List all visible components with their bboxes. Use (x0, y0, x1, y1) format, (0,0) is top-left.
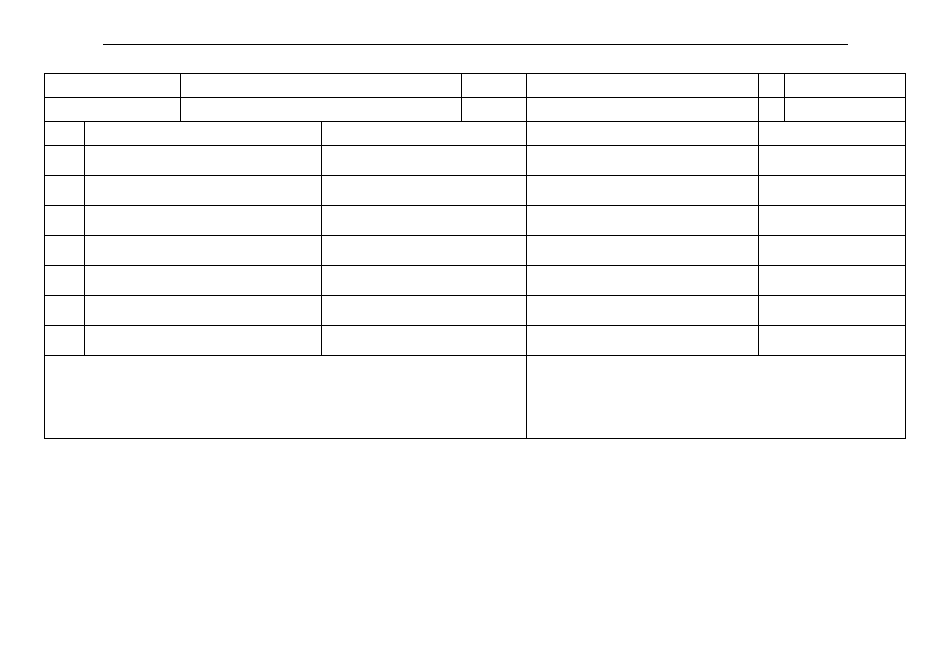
table-row (45, 206, 906, 236)
row-no (45, 266, 85, 296)
row-measure (321, 266, 526, 296)
location-label (462, 74, 527, 98)
row-issue (85, 266, 321, 296)
col-completion-header (527, 122, 759, 146)
row-issue (85, 326, 321, 356)
project-info-row (45, 74, 906, 98)
column-header-row (45, 122, 906, 146)
row-no (45, 326, 85, 356)
builder-label (45, 98, 181, 122)
row-completion (527, 266, 759, 296)
row-issue (85, 296, 321, 326)
row-measure (321, 176, 526, 206)
row-review (759, 266, 906, 296)
row-measure (321, 326, 526, 356)
signature-row (45, 356, 906, 439)
table-row (45, 146, 906, 176)
row-issue (85, 236, 321, 266)
project-name-value (181, 74, 462, 98)
row-no (45, 146, 85, 176)
table-row (45, 176, 906, 206)
row-issue (85, 146, 321, 176)
table-row (45, 296, 906, 326)
row-no (45, 206, 85, 236)
row-completion (527, 146, 759, 176)
row-issue (85, 206, 321, 236)
rectification-form (44, 73, 906, 439)
col-measure-header (321, 122, 526, 146)
row-completion (527, 326, 759, 356)
col-no-header (45, 122, 85, 146)
col-issue-header (85, 122, 321, 146)
header-rule (103, 44, 848, 45)
row-review (759, 176, 906, 206)
col-review-header (759, 122, 906, 146)
row-measure (321, 206, 526, 236)
row-completion (527, 176, 759, 206)
row-review (759, 146, 906, 176)
builder-value (181, 98, 462, 122)
row-review (759, 206, 906, 236)
row-measure (321, 296, 526, 326)
acceptance-date-label-cell (759, 74, 784, 98)
row-completion (527, 236, 759, 266)
builder-signature (527, 356, 906, 439)
row-measure (321, 236, 526, 266)
row-no (45, 236, 85, 266)
builder-info-row (45, 98, 906, 122)
row-review (759, 326, 906, 356)
location-value (527, 74, 759, 98)
row-review (759, 296, 906, 326)
responsible-unit-signature (45, 356, 527, 439)
table-row (45, 236, 906, 266)
table-row (45, 266, 906, 296)
row-issue (85, 176, 321, 206)
site-contact-label (462, 98, 527, 122)
project-name-label (45, 74, 181, 98)
phone-label (784, 98, 905, 122)
row-no (45, 296, 85, 326)
acceptance-date-cell (784, 74, 905, 98)
site-contact-value (527, 98, 759, 122)
row-completion (527, 296, 759, 326)
row-completion (527, 206, 759, 236)
row-no (45, 176, 85, 206)
row-measure (321, 146, 526, 176)
table-row (45, 326, 906, 356)
row-review (759, 236, 906, 266)
